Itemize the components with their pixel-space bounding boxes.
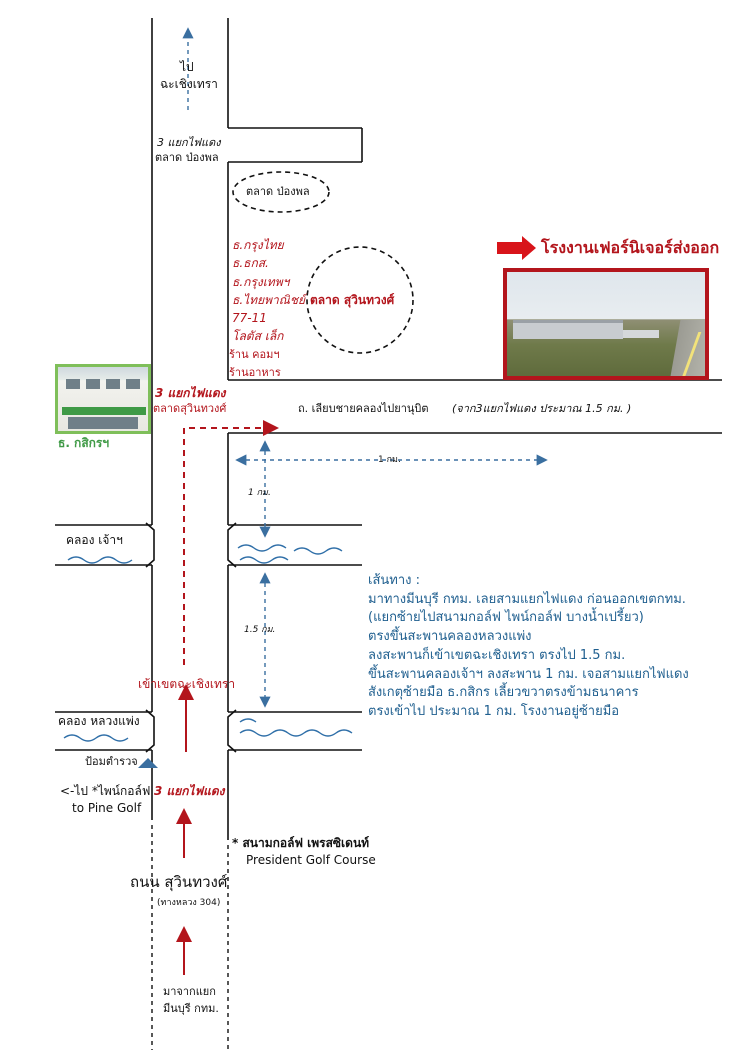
police-box-icon — [138, 758, 158, 768]
label-store: ร้านอาหาร — [229, 366, 281, 379]
label-canal-road: ถ. เลียบชายคลองไปยานุบิต — [298, 402, 429, 415]
factory-building-shape — [623, 330, 659, 338]
label-distance-1km-vertical: 1 กม. — [248, 488, 271, 498]
label-president-golf-th: * สนามกอล์ฟ เพรสซิเดนท์ — [232, 836, 370, 850]
label-police-box: ป้อมตำรวจ — [85, 755, 138, 768]
label-chachoengsao: ฉะเชิงเทรา — [160, 77, 218, 91]
label-to-pine-golf-en: to Pine Golf — [72, 801, 142, 815]
label-store: โลตัส เล็ก — [232, 329, 284, 343]
route-title: เส้นทาง : — [368, 573, 420, 588]
route-line: ตรงขึ้นสะพานคลองหลวงแพ่ง — [368, 629, 532, 645]
label-store: ร้าน คอมฯ — [229, 348, 280, 361]
label-to: ไป — [180, 60, 194, 74]
route-line: (แยกซ้ายไปสนามกอล์ฟ ไพน์กอล์ฟ บางน้ำเปรี้ยว) — [368, 610, 644, 626]
route-line: ลงสะพานก็เข้าเขตฉะเชิงเทรา ตรงไป 1.5 กม. — [368, 647, 626, 663]
factory-photo — [503, 268, 709, 380]
label-bank: ธ.ไทยพาณิชย์ — [232, 293, 306, 307]
label-from-minburi-1: มาจากแยก — [163, 985, 216, 998]
label-highway: (ทางหลวง 304) — [157, 898, 221, 908]
route-line: สังเกตุซ้ายมือ ธ.กสิกร เลี้ยวขวาตรงข้ามธนาคาร — [368, 685, 639, 701]
label-enter-chachoengsao: เข้าเขตฉะเชิงเทรา — [138, 677, 236, 691]
window-shape — [68, 417, 138, 429]
window-shape — [66, 379, 80, 389]
label-bank: ธ.ธกส. — [232, 256, 269, 270]
label-canal-road-note: (จาก3แยกไฟแดง ประมาณ 1.5 กม. ) — [452, 402, 632, 415]
route-description — [368, 572, 689, 722]
label-bank: ธ.กรุงเทพฯ — [232, 275, 290, 289]
dashed-road-edges — [152, 825, 228, 1050]
label-distance-1-5km-vertical: 1.5 กม. — [244, 625, 276, 635]
label-distance-1km-horizontal: 1 กม. — [378, 455, 401, 465]
window-shape — [86, 379, 100, 389]
kasikorn-bank-photo — [55, 364, 151, 434]
route-line: ตรงเข้าไป ประมาณ 1 กม. โรงงานอยู่ซ้ายมือ — [368, 703, 620, 719]
route-arrows — [184, 428, 275, 975]
label-bank: ธ.กรุงไทย — [232, 238, 284, 252]
route-line: มาทางมีนบุรี กทม. เลยสามแยกไฟแดง ก่อนออกเขตกทม. — [368, 591, 686, 607]
route-line: ขึ้นสะพานคลองเจ้าฯ ลงสะพาน 1 กม. เจอสามแยกไฟแดง — [368, 666, 689, 682]
window-shape — [126, 379, 140, 389]
label-president-golf-en: President Golf Course — [246, 853, 376, 867]
bank-sign-band — [62, 407, 146, 415]
label-road-name: ถนน สุวินทวงศ์ — [130, 873, 228, 891]
label-market-suwinthawong-junction: ตลาดสุวินทวงศ์ — [153, 402, 227, 415]
label-store: 77-11 — [232, 311, 267, 325]
label-junction-top: 3 แยกไฟแดง — [157, 136, 221, 149]
label-from-minburi-2: มีนบุรี กทม. — [163, 1002, 219, 1015]
window-shape — [106, 379, 120, 389]
factory-title: โรงงานเฟอร์นิเจอร์ส่งออก — [541, 238, 720, 257]
label-market-pongpol: ตลาด ป่องพล — [246, 185, 310, 198]
label-kasikorn: ธ. กสิกรฯ — [58, 436, 110, 450]
factory-pointer-arrow — [497, 236, 536, 260]
label-to-pine-golf-th: <-ไป *ไพน์กอล์ฟ — [60, 784, 151, 798]
label-junction-bottom: 3 แยกไฟแดง — [154, 784, 225, 798]
factory-building-shape — [513, 320, 623, 339]
label-canal-luang: คลอง หลวงแพ่ง — [58, 714, 140, 728]
label-market-pongpol-junction: ตลาด ป่องพล — [155, 151, 219, 164]
label-market-suwinthawong: ตลาด สุวินทวงศ์ — [310, 293, 395, 307]
label-canal-chao: คลอง เจ้าฯ — [66, 533, 123, 547]
label-junction-suwinthawong: 3 แยกไฟแดง — [155, 386, 226, 400]
